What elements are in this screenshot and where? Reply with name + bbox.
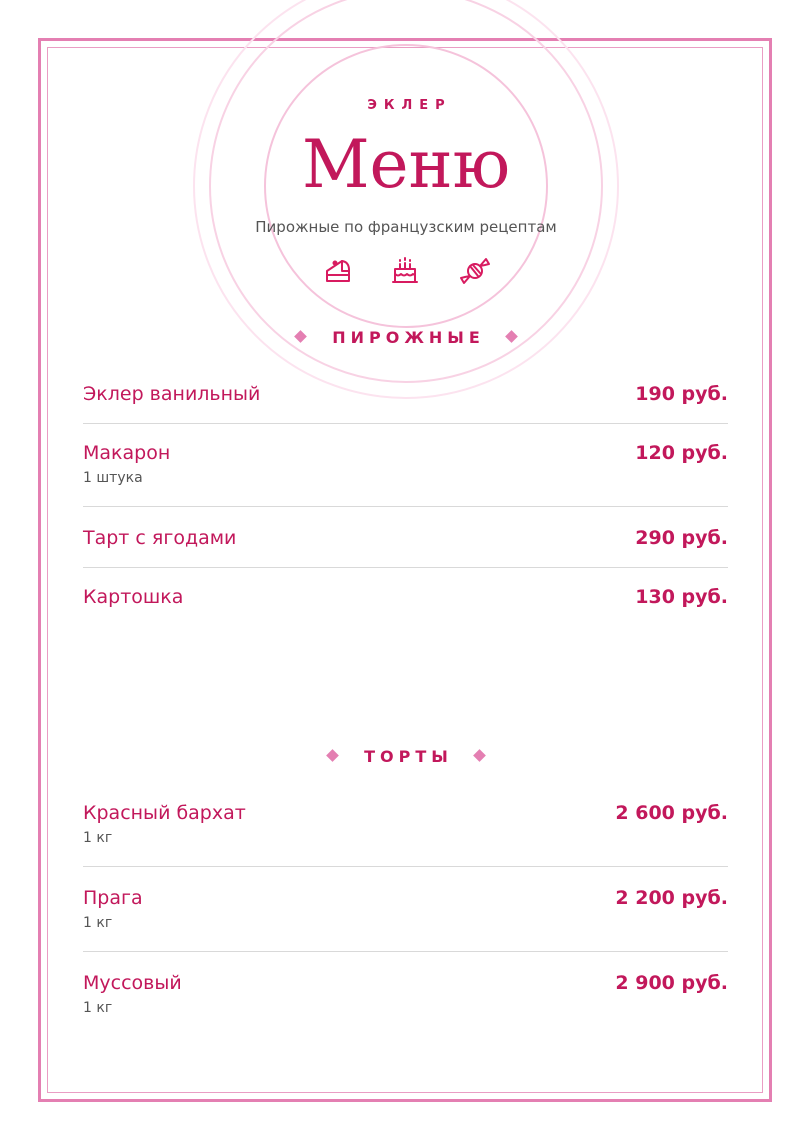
item-note: 1 кг (83, 1000, 113, 1016)
item-name: Прага (83, 887, 143, 909)
diamond-icon (294, 330, 307, 343)
section-title-pastries: ПИРОЖНЫЕ (0, 328, 812, 347)
item-price: 2 900 руб. (615, 972, 728, 994)
brand-name: ЭКЛЕР (367, 98, 452, 113)
item-divider (83, 866, 728, 867)
item-divider (83, 951, 728, 952)
item-name: Муссовый (83, 972, 182, 994)
item-price: 190 руб. (635, 383, 728, 405)
diamond-icon (473, 749, 486, 762)
item-name: Картошка (83, 586, 184, 608)
item-divider (83, 567, 728, 568)
item-divider (83, 423, 728, 424)
page-title: Меню (301, 126, 511, 203)
item-divider (83, 506, 728, 507)
item-note: 1 кг (83, 915, 113, 931)
item-price: 130 руб. (635, 586, 728, 608)
item-name: Тарт с ягодами (83, 527, 237, 549)
diamond-icon (326, 749, 339, 762)
cake-slice-icon (322, 254, 354, 286)
section-title-cakes: ТОРТЫ (0, 747, 812, 766)
item-name: Эклер ванильный (83, 383, 261, 405)
birthday-cake-icon (389, 254, 421, 286)
item-price: 2 200 руб. (615, 887, 728, 909)
item-note: 1 штука (83, 470, 143, 486)
diamond-icon (505, 330, 518, 343)
candy-icon (458, 254, 492, 288)
page-subtitle: Пирожные по французским рецептам (255, 218, 557, 236)
item-name: Макарон (83, 442, 171, 464)
item-note: 1 кг (83, 830, 113, 846)
icon-row (322, 254, 492, 288)
item-name: Красный бархат (83, 802, 246, 824)
item-price: 120 руб. (635, 442, 728, 464)
item-price: 290 руб. (635, 527, 728, 549)
item-price: 2 600 руб. (615, 802, 728, 824)
